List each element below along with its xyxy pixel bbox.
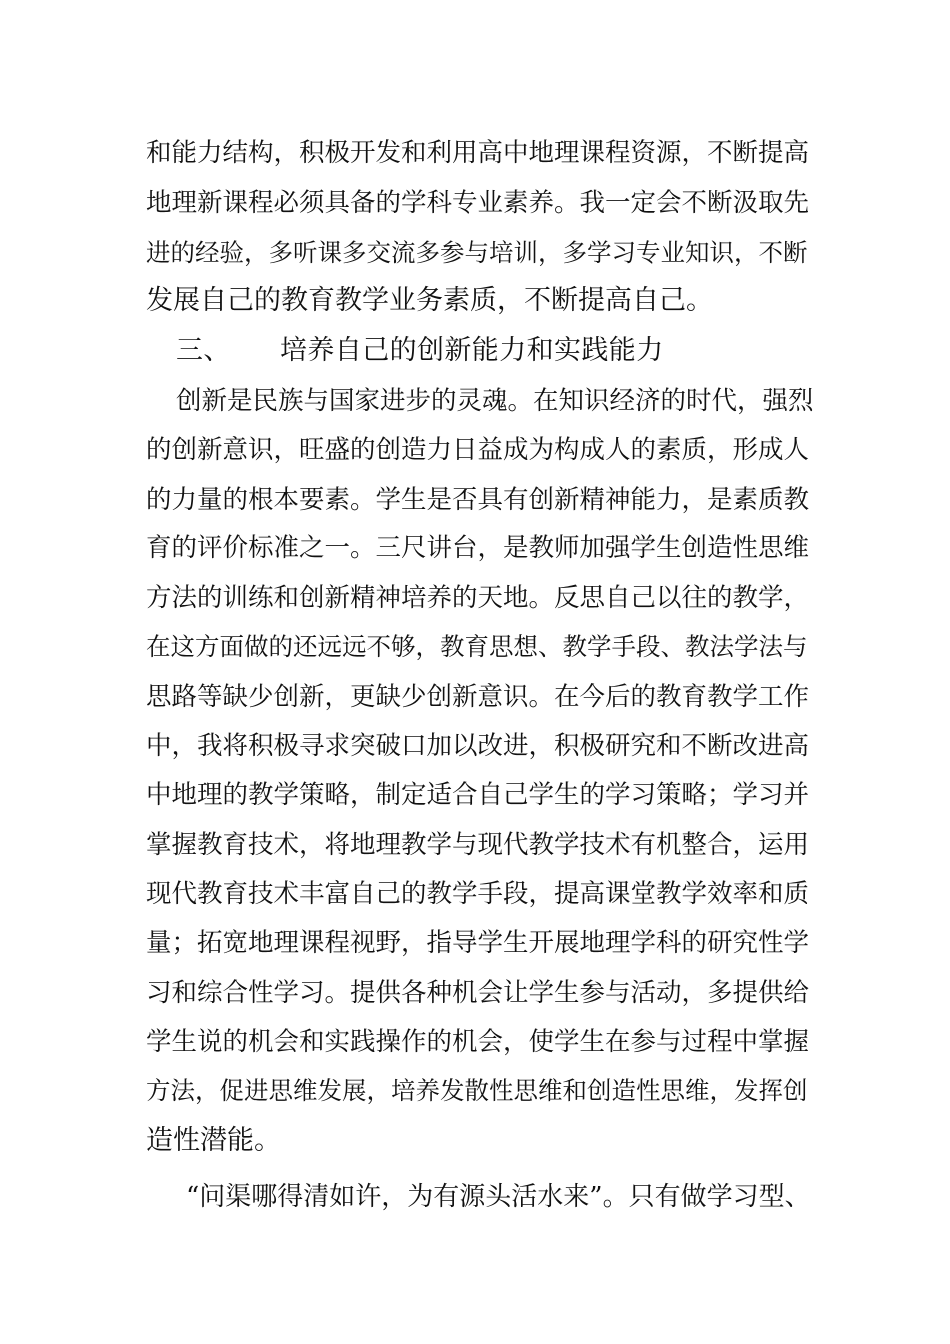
text-line: 中，我将积极寻求突破口加以改进，积极研究和不断改进高	[146, 731, 810, 761]
text-line: 中地理的教学策略，制定适合自己学生的学习策略；学习并	[146, 780, 810, 810]
text-line: 习和综合性学习。提供各种机会让学生参与活动，多提供给	[146, 978, 810, 1008]
text-line: 在这方面做的还远远不够，教育思想、教学手段、教法学法与	[146, 632, 808, 661]
text-line: 进的经验，多听课多交流多参与培训，多学习专业知识，不断	[146, 238, 808, 267]
text-line: 现代教育技术丰富自己的教学手段，提高课堂教学效率和质	[146, 879, 810, 909]
text-line: 和能力结构，积极开发和利用高中地理课程资源，不断提高	[146, 138, 810, 168]
text-line: 方法的训练和创新精神培养的天地。反思自己以往的教学，	[146, 583, 810, 613]
text-line: “问渠哪得清如许，为有源头活水来”。只有做学习型、	[186, 1182, 811, 1212]
text-line: 思路等缺少创新，更缺少创新意识。在今后的教育教学工作	[146, 682, 810, 712]
section-number: 三、	[176, 335, 231, 366]
text-line: 发展自己的教育教学业务素质，不断提高自己。	[146, 285, 713, 316]
text-line: 育的评价标准之一。三尺讲台，是教师加强学生创造性思维	[146, 533, 810, 563]
text-line: 掌握教育技术，将地理教学与现代教学技术有机整合，运用	[146, 830, 810, 860]
text-line: 创新是民族与国家进步的灵魂。在知识经济的时代，强烈	[176, 386, 814, 416]
text-line: 造性潜能。	[146, 1125, 281, 1156]
section-title: 培养自己的创新能力和实践能力	[280, 335, 664, 366]
text-line: 方法，促进思维发展，培养发散性思维和创造性思维，发挥创	[146, 1076, 808, 1105]
section-heading	[0, 326, 950, 376]
text-line: 学生说的机会和实践操作的机会，使学生在参与过程中掌握	[146, 1027, 810, 1057]
text-line: 的力量的根本要素。学生是否具有创新精神能力，是素质教	[146, 485, 810, 515]
text-line: 的创新意识，旺盛的创造力日益成为构成人的素质，形成人	[146, 435, 810, 465]
text-line: 地理新课程必须具备的学科专业素养。我一定会不断汲取先	[146, 188, 810, 218]
text-line: 量；拓宽地理课程视野，指导学生开展地理学科的研究性学	[146, 928, 810, 958]
